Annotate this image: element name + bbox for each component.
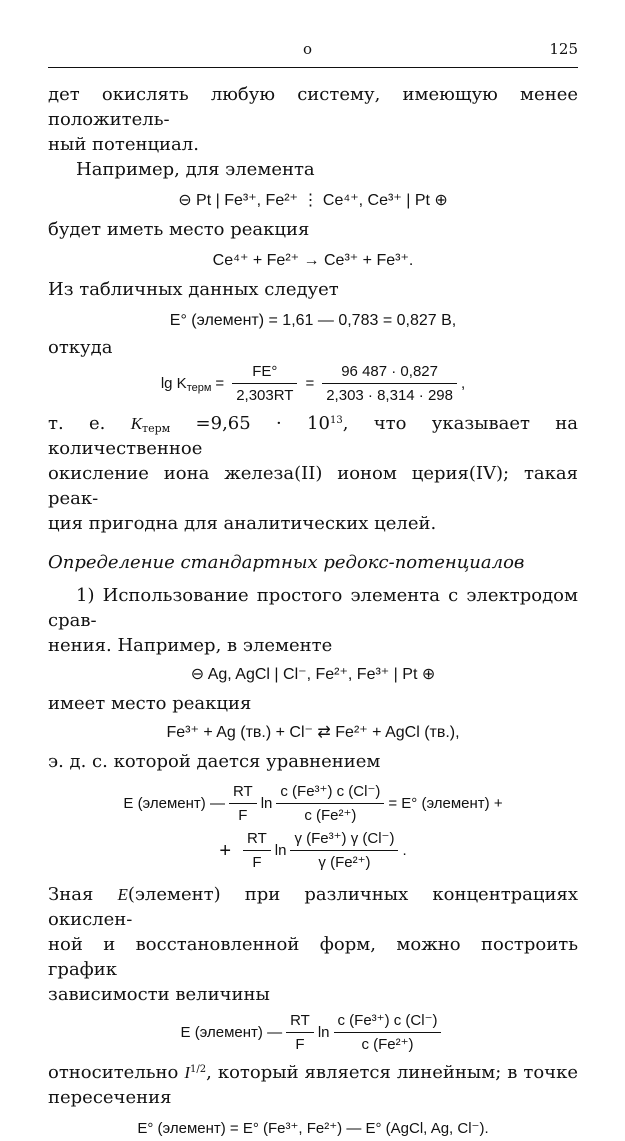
fraction: $\frac{\text{γ (Fe³⁺) γ (Cl⁻)}}{\text{γ (Fe²⁺)}}$ <box>290 829 398 872</box>
fraction: $\frac{RT}{F}$ <box>229 782 257 825</box>
text-line: Из табличных данных следует <box>48 279 339 300</box>
final-equation: E° (элемент) = E° (Fe³⁺, Fe²⁺) — E° (AgCl, Ag, Cl⁻). <box>137 1120 489 1137</box>
cell-formula-1: ⊖ Pt | Fe³⁺, Fe²⁺ ⋮ Ce⁴⁺, Ce³⁺ | Pt ⊕ <box>178 192 448 209</box>
reaction-1: Ce⁴⁺ + Fe²⁺ → Ce³⁺ + Fe³⁺. <box>212 252 414 269</box>
fraction: $\frac{RT}{F}$ <box>243 829 271 872</box>
fraction: $\frac{FE^\circ}{2,303RT}$ <box>232 362 297 405</box>
page-header <box>48 36 578 66</box>
text-line: ной и восстановленной форм, можно построить график <box>48 934 578 980</box>
text-line: нения. Например, в элементе <box>48 635 333 656</box>
text-line: ция пригодна для аналитических целей. <box>48 513 437 534</box>
plot-quantity-equation: E (элемент) — $\frac{RT}{F}$ ln $\frac{\text{c (Fe³⁺) c (Cl⁻)}}{\text{c (Fe²⁺)}}$ <box>48 1011 578 1054</box>
text-line: ный потенциал. <box>48 134 199 155</box>
section-heading: Определение стандартных редокс-потенциалов <box>48 552 525 573</box>
text-line: зависимости величины <box>48 984 270 1005</box>
fraction: $\frac{\text{c (Fe³⁺) c (Cl⁻)}}{\text{c (Fe²⁺)}}$ <box>276 782 384 825</box>
text-line: откуда <box>48 337 113 358</box>
text-line: дет окислять любую систему, имеющую менее положитель- <box>48 84 578 130</box>
fraction: $\frac{96 487 \cdot 0,827}{2,303 \cdot 8,314 \cdot 298}$ <box>322 362 457 405</box>
cell-formula-2: ⊖ Ag, AgCl | Cl⁻, Fe²⁺, Fe³⁺ | Pt ⊕ <box>190 666 436 683</box>
lgk-lhs: $\lg K_{терм}$ <box>160 374 212 394</box>
page-body <box>48 82 578 1141</box>
text-line: будет иметь место реакция <box>48 219 310 240</box>
text-line: 1) Использование простого элемента с электродом срав- <box>48 585 578 631</box>
text-line: окисление иона железа(II) ионом церия(IV); такая реак- <box>48 463 578 509</box>
text-line: Например, для элемента <box>76 159 315 180</box>
page-number: 125 <box>549 40 578 58</box>
e0-calculation: E° (элемент) = 1,61 — 0,783 = 0,827 В, <box>169 312 457 329</box>
text-line: имеет место реакция <box>48 693 252 714</box>
text-line: э. д. с. которой дается уравнением <box>48 751 381 772</box>
text-line: Зная E(элемент) при различных концентрациях окислен- <box>48 884 578 930</box>
text-line: т. е. $K_{терм} =9,65 \cdot 10^{13}$, что указывает на количественное <box>48 413 578 459</box>
fraction: $\frac{\text{c (Fe³⁺) c (Cl⁻)}}{\text{c (Fe²⁺)}}$ <box>334 1011 442 1054</box>
text-line: пересечения <box>48 1087 172 1108</box>
header-mark: o <box>303 40 313 58</box>
nernst-equation-line-1: E (элемент) — $\frac{RT}{F}$ ln $\frac{\text{c (Fe³⁺) c (Cl⁻)}}{\text{c (Fe²⁺)}}$ = E° (элемент) + <box>123 783 503 824</box>
nernst-equation-line-2: + $\frac{RT}{F}$ ln $\frac{\text{γ (Fe³⁺) γ (Cl⁻)}}{\text{γ (Fe²⁺)}}$ . <box>219 830 407 871</box>
fraction: $\frac{RT}{F}$ <box>286 1011 314 1054</box>
reaction-2: Fe³⁺ + Ag (тв.) + Cl⁻ ⇄ Fe²⁺ + AgCl (тв.), <box>166 724 460 741</box>
header-rule <box>48 67 578 68</box>
lgk-equation: $\lg K_{терм}$ = $\frac{FE^\circ}{2,303RT}$ = $\frac{96 487 \cdot 0,827}{2,303 \cdot 8,314 \cdot 298}$ , <box>160 363 466 404</box>
text-line: относительно $I^{1/2}$, который является линейным; в точке <box>48 1062 578 1083</box>
